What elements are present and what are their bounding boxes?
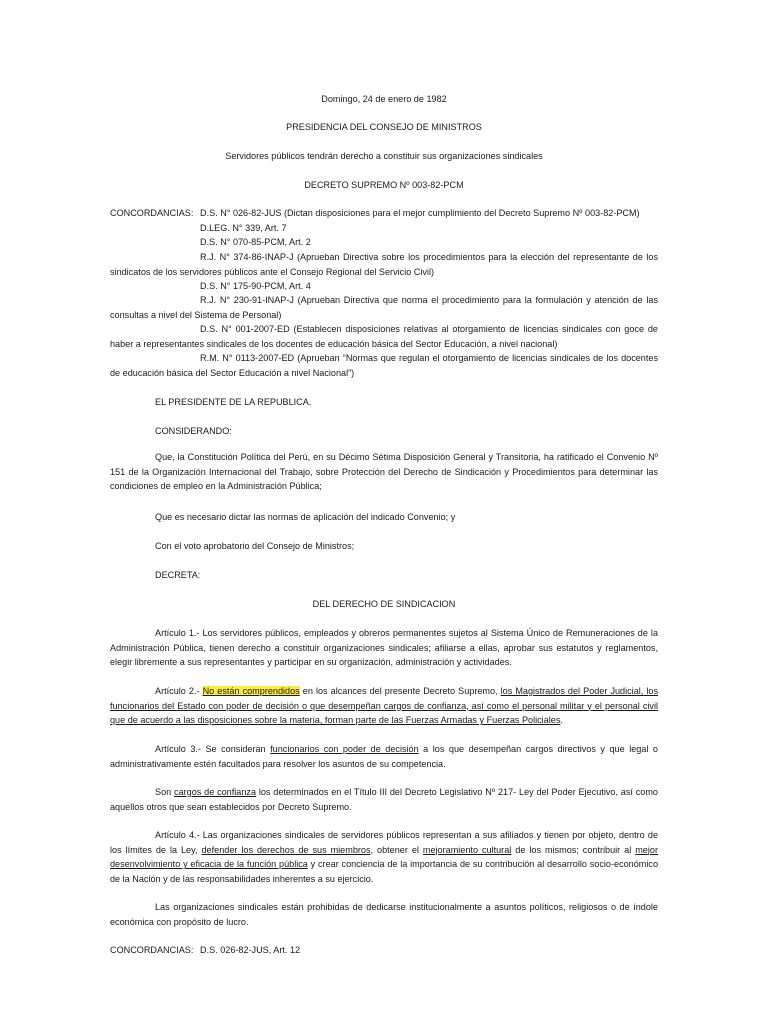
section-title: DEL DERECHO DE SINDICACION bbox=[312, 599, 456, 609]
article-2-text: en los alcances del presente Decreto Supremo, bbox=[299, 686, 501, 696]
article-4-text: Artículo 4.- Las organizaciones sindicales de servidores públicos representan a sus afiliados y tienen por objeto, dentro de los límites de la Ley, bbox=[110, 830, 658, 855]
approval-line: Con el voto aprobatorio del Consejo de Ministros; bbox=[155, 541, 355, 551]
article-3-lead: Artículo 3.- Se consideran bbox=[155, 744, 271, 754]
considerando-heading: CONSIDERANDO: bbox=[155, 426, 232, 436]
document-subtitle: Servidores públicos tendrán derecho a constituir sus organizaciones sindicales bbox=[225, 151, 543, 161]
article-2 bbox=[110, 684, 658, 728]
concordancia-item: D.S. N° 070-85-PCM, Art. 2 bbox=[200, 237, 311, 247]
prohibition-paragraph: Las organizaciones sindicales están prohibidas de dedicarse institucionalmente a asuntos políticos, religiosos o de índole económica con propósito de lucro. bbox=[110, 902, 658, 927]
article-1: Artículo 1.- Los servidores públicos, empleados y obreros permanentes sujetos al Sistema Único de Remuneraciones de la Administración Pública, tienen derecho a constituir organizaciones sindicales; afiliarse a ellas, aprobar sus estatutos y reglamentos, elegir libremente a sus representantes y participar en su organización, administración y actividades. bbox=[110, 628, 658, 668]
considerando-paragraph: Que, la Constitución Política del Perú, en su Décimo Sétima Disposición General y Transitoria, ha ratificado el Convenio Nº 151 de la Organización Internacional del Trabajo, sobre Protección del Derecho de Sindicación y Procedimientos para determinar las condiciones de empleo en la Administración Pública; bbox=[110, 452, 658, 492]
article-2-end: . bbox=[560, 715, 563, 726]
concordancia-item: D.S. N° 001-2007-ED (Establecen disposiciones relativas al otorgamiento de licencias sindicales con goce de haber a representantes sindicales de los docentes de educación básica del Sector Educación, a nivel nacional) bbox=[110, 324, 658, 349]
article-3 bbox=[110, 742, 658, 771]
concordancias-label: CONCORDANCIAS: bbox=[110, 208, 194, 218]
decree-title: DECRETO SUPREMO Nº 003-82-PCM bbox=[304, 180, 464, 190]
document-date: Domingo, 24 de enero de 1982 bbox=[321, 94, 447, 104]
article-4 bbox=[110, 828, 658, 886]
concordancia-item: R.M. N° 0113-2007-ED (Aprueban “Normas que regulan el otorgamiento de licencias sindicales de los docentes de educación básica del Sector Educación a nivel Nacional”) bbox=[110, 353, 658, 378]
highlighted-text: No están comprendidos bbox=[202, 686, 300, 696]
footer-concordancias-label: CONCORDANCIAS: bbox=[110, 945, 194, 955]
article-4-text: , obtener el bbox=[370, 844, 423, 855]
considerando-paragraph: Que es necesario dictar las normas de aplicación del indicado Convenio; y bbox=[155, 512, 456, 522]
underlined-text: cargos de confianza bbox=[174, 787, 257, 797]
underlined-text: mejoramiento cultural bbox=[422, 844, 512, 855]
article-4-text: de los mismos; contribuir al bbox=[511, 844, 636, 855]
institution-heading: PRESIDENCIA DEL CONSEJO DE MINISTROS bbox=[286, 122, 482, 132]
article-4-text: y crear conciencia de la importancia de su contribución al desarrollo socio-económico de la Nación y de las responsabilidades inherentes a su ejercicio. bbox=[110, 859, 658, 884]
footer-concordancia-item: D.S. 026-82-JUS, Art. 12 bbox=[200, 945, 301, 955]
decreta-heading: DECRETA: bbox=[155, 570, 201, 580]
article-2-lead: Artículo 2.- bbox=[155, 686, 203, 696]
underlined-text: funcionarios con poder de decisión bbox=[270, 744, 419, 754]
underlined-text: defender los derechos de sus miembros bbox=[201, 844, 371, 855]
underlined-text: mejor desenvolvimiento y eficacia de la función pública bbox=[110, 844, 658, 870]
concordancia-item: R.J. N° 230-91-INAP-J (Aprueban Directiva que norma el procedimiento para la formulación y atención de las consultas a nivel del Sistema de Personal) bbox=[110, 295, 658, 320]
article-3-text: a los que desempeñan cargos directivos y que legal o administrativamente estén facultados para resolver los asuntos de su competencia. bbox=[110, 744, 658, 769]
president-heading: EL PRESIDENTE DE LA REPUBLICA. bbox=[155, 397, 312, 407]
paragraph-lead: Son bbox=[155, 787, 175, 797]
concordancia-item: D.LEG. N° 339, Art. 7 bbox=[200, 223, 287, 233]
underlined-text: los Magistrados del Poder Judicial, los funcionarios del Estado con poder de decisión o que desempeñan cargos de confianza, así como el personal militar y el personal civil que de acuerdo a las disposiciones sobre la materia, forman parte de las Fuerzas Armadas y Fuerzas Policiales bbox=[110, 686, 658, 726]
confidence-posts-paragraph bbox=[110, 785, 658, 814]
paragraph-text: los determinados en el Título III del Decreto Legislativo Nº 217- Ley del Poder Ejecutivo, así como aquellos otros que sean establecidos por Decreto Supremo. bbox=[110, 787, 658, 812]
concordancia-item: R.J. N° 374-86-INAP-J (Aprueban Directiva sobre los procedimientos para la elección del representante de los sindicatos de los servidores públicos ante el Consejo Regional del Servicio Civil) bbox=[110, 252, 658, 277]
concordancia-item: D.S. N° 026-82-JUS (Dictan disposiciones para el mejor cumplimiento del Decreto Supremo Nº 003-82-PCM) bbox=[200, 208, 640, 218]
concordancia-item: D.S. N° 175-90-PCM, Art. 4 bbox=[200, 281, 311, 291]
